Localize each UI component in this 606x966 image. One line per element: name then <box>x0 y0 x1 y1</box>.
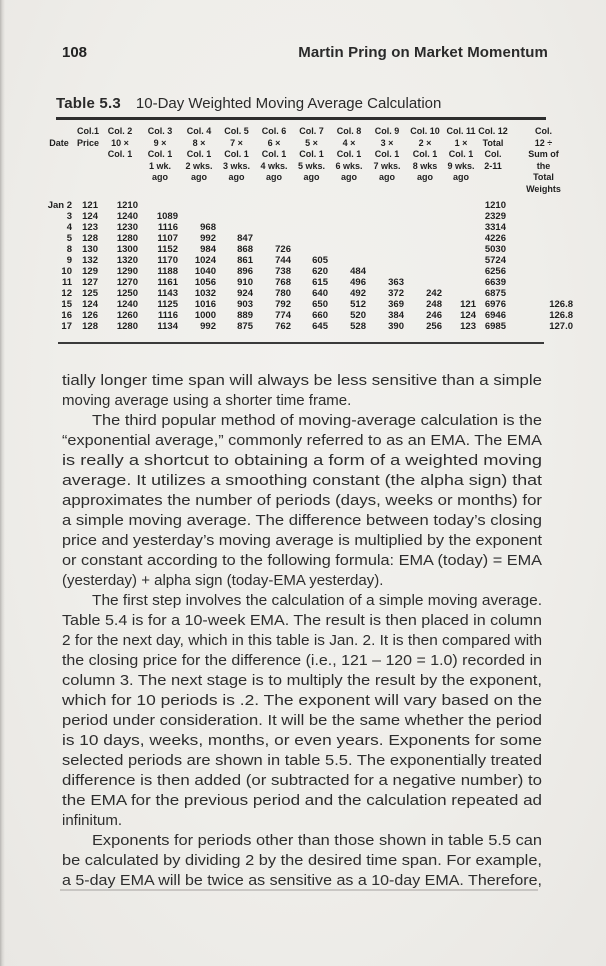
table-cell: 127 <box>82 277 98 288</box>
table-cell: 645 <box>312 321 328 332</box>
table-cell <box>444 222 478 233</box>
body-line: price and yesterday’s moving average is multiplied by the exponent <box>62 532 542 549</box>
table-cell <box>406 211 444 222</box>
table-cell <box>293 233 330 244</box>
table-cell: Jan 2 <box>47 200 72 211</box>
running-head: Martin Pring on Market Momentum <box>298 44 548 61</box>
table-cell: 6985 <box>484 321 506 332</box>
body-line: approximates the number of periods (days, weeks or months) for <box>62 492 542 509</box>
table-cell <box>255 233 293 244</box>
table-cell <box>218 211 255 222</box>
table-row <box>42 288 579 299</box>
body-line: the closing price for the difference (i.e., 121 – 120 = 1.0) recorded in <box>62 652 542 669</box>
table-cell <box>508 244 579 255</box>
table-cell: 256 <box>426 321 442 332</box>
table-cell: 123 <box>460 321 476 332</box>
table-cell <box>330 211 368 222</box>
table-cell <box>293 244 330 255</box>
table-cell: 130 <box>82 244 98 255</box>
table-cell <box>368 266 406 277</box>
table-row <box>42 222 579 233</box>
table-header-cell-col1: Col.1 Price <box>76 126 100 148</box>
table-cell: 6639 <box>484 277 506 288</box>
scan-artifact-line <box>60 889 538 891</box>
table-cell: 1290 <box>116 266 138 277</box>
table-cell <box>255 222 293 233</box>
table-bottom-rule <box>58 342 544 344</box>
table-cell <box>330 200 368 211</box>
table-cell: 968 <box>200 222 216 233</box>
body-paragraph <box>62 591 542 831</box>
table-label: Table 5.3 <box>56 95 121 112</box>
table-header-cell-col12: Col. 12 Total Col. 2-11 <box>478 126 508 171</box>
table-cell <box>218 222 255 233</box>
table-header-cell-col4: Col. 4 8 × Col. 1 2 wks. ago <box>185 126 213 182</box>
table-cell: 992 <box>200 233 216 244</box>
table-cell: 1116 <box>157 310 178 321</box>
table-cell: 5724 <box>484 255 506 266</box>
table-cell: 1240 <box>116 211 138 222</box>
table-cell: 128 <box>82 321 98 332</box>
table-cell: 17 <box>61 321 72 332</box>
table-cell <box>508 200 579 211</box>
body-line: infinitum. <box>62 812 123 829</box>
table-header-cell-col12-div: Col. 12 ÷ Sum of the Total Weights <box>526 126 561 194</box>
table-cell: 363 <box>388 277 404 288</box>
table-cell: 660 <box>312 310 328 321</box>
table-cell: 528 <box>350 321 366 332</box>
table-cell <box>255 200 293 211</box>
table-cell: 372 <box>388 288 404 299</box>
page-left-edge-shadow <box>0 0 5 966</box>
table-cell <box>406 266 444 277</box>
body-line: (yesterday) + alpha sign (today-EMA yesterday). <box>62 572 384 589</box>
table-cell <box>330 222 368 233</box>
table-cell: 246 <box>426 310 442 321</box>
table-cell: 762 <box>275 321 291 332</box>
table-cell <box>444 266 478 277</box>
table-cell <box>255 211 293 222</box>
table-row <box>42 277 579 288</box>
table-cell: 1032 <box>194 288 216 299</box>
table-cell: 6976 <box>484 299 506 310</box>
table-cell: 650 <box>312 299 328 310</box>
table-header-cell-col8: Col. 8 4 × Col. 1 6 wks. ago <box>335 126 363 182</box>
table-cell <box>406 277 444 288</box>
table-cell <box>406 222 444 233</box>
table-cell: 605 <box>312 255 328 266</box>
table-cell: 11 <box>61 277 72 288</box>
body-line: a 5-day EMA will be twice as sensitive as a 10-day EMA. Therefore, <box>62 872 542 889</box>
table-row <box>42 255 579 266</box>
table-cell <box>406 200 444 211</box>
table-cell: 1056 <box>194 277 216 288</box>
table-cell: 1161 <box>157 277 178 288</box>
table-cell: 6946 <box>484 310 506 321</box>
table-cell <box>406 233 444 244</box>
table-cell <box>406 255 444 266</box>
table-cell <box>444 288 478 299</box>
table-cell: 3314 <box>484 222 506 233</box>
table-cell: 484 <box>350 266 366 277</box>
table-cell: 124 <box>460 310 476 321</box>
table-cell: 248 <box>426 299 442 310</box>
table-cell: 768 <box>275 277 291 288</box>
table-row <box>42 266 579 277</box>
table-cell: 875 <box>237 321 253 332</box>
table-header-cell-col7: Col. 7 5 × Col. 1 5 wks. ago <box>297 126 326 182</box>
table-cell: 924 <box>237 288 253 299</box>
table-cell <box>444 244 478 255</box>
table-cell: 132 <box>82 255 98 266</box>
table-cell <box>508 288 579 299</box>
table-header-cell-col9: Col. 9 3 × Col. 1 7 wks. ago <box>373 126 401 182</box>
body-line: average. It utilizes a smoothing constant (the alpha sign) that <box>62 472 542 489</box>
table-cell: 12 <box>61 288 72 299</box>
table-cell: 125 <box>82 288 98 299</box>
body-line: moving average using a shorter time frame. <box>62 392 352 409</box>
table-cell: 1260 <box>116 310 138 321</box>
body-line: be calculated by dividing 2 by the desired time span. For example, <box>62 852 542 869</box>
table-cell: 126.8 <box>549 310 573 321</box>
table-cell <box>508 222 579 233</box>
table-cell: 640 <box>312 288 328 299</box>
table-cell: 780 <box>275 288 291 299</box>
body-paragraph <box>62 831 542 891</box>
table-cell <box>444 211 478 222</box>
table-cell: 1300 <box>116 244 138 255</box>
table-cell: 3 <box>66 211 72 222</box>
table-cell: 726 <box>275 244 291 255</box>
table-cell: 390 <box>388 321 404 332</box>
table-cell: 492 <box>350 288 366 299</box>
table-cell <box>368 233 406 244</box>
body-text <box>62 371 542 891</box>
body-line: a simple moving average. The difference between today’s closing <box>62 512 542 529</box>
table-cell: 896 <box>237 266 253 277</box>
table-cell: 1320 <box>116 255 138 266</box>
body-line: period under consideration. It will be the same whether the period <box>62 712 542 729</box>
table-cell: 847 <box>237 233 253 244</box>
table-cell: 1125 <box>157 299 178 310</box>
table-row <box>42 310 579 321</box>
table-cell <box>368 211 406 222</box>
table-cell: 2329 <box>484 211 506 222</box>
table-cell: 10 <box>61 266 72 277</box>
table-row <box>42 321 579 332</box>
table-cell: 1210 <box>116 200 138 211</box>
table-cell <box>444 200 478 211</box>
table-cell: 496 <box>350 277 366 288</box>
body-line: tially longer time span will always be less sensitive than a simple <box>62 372 542 389</box>
body-line: The first step involves the calculation of a simple moving average. <box>92 592 542 609</box>
table-cell: 620 <box>312 266 328 277</box>
table-header-cell-col10: Col. 10 2 × Col. 1 8 wks ago <box>410 126 440 182</box>
table-cell: 615 <box>312 277 328 288</box>
table-cell <box>330 233 368 244</box>
table-cell: 744 <box>275 255 291 266</box>
body-line: column 3. The next stage is to multiply the result by the exponent, <box>62 672 542 689</box>
table-cell: 738 <box>275 266 291 277</box>
table-cell <box>508 266 579 277</box>
table-cell: 1134 <box>157 321 178 332</box>
table-cell <box>140 200 180 211</box>
table-cell: 1116 <box>157 222 178 233</box>
body-line: Table 5.4 is for a 10-week EMA. The result is then placed in column <box>62 612 542 629</box>
table-header-cell-col11: Col. 11 1 × Col. 1 9 wks. ago <box>446 126 476 182</box>
table-cell <box>508 277 579 288</box>
title-rule <box>56 117 546 120</box>
body-line: difference is then added (or subtracted for a negative number) to <box>62 772 542 789</box>
table-cell: 5030 <box>484 244 506 255</box>
body-paragraph <box>62 371 542 411</box>
table-cell <box>293 211 330 222</box>
body-line: is really a shortcut to obtaining a form of a weighted moving <box>62 452 542 469</box>
table-cell: 1016 <box>194 299 216 310</box>
table-cell: 1000 <box>194 310 216 321</box>
table-cell: 384 <box>388 310 404 321</box>
table-cell <box>368 200 406 211</box>
table-cell: 16 <box>61 310 72 321</box>
table-cell: 126.8 <box>549 299 573 310</box>
body-paragraph <box>62 411 542 591</box>
table-cell <box>180 211 218 222</box>
table-cell: 774 <box>275 310 291 321</box>
body-line: is 10 days, weeks, months, or even years. Exponents for some <box>62 732 542 749</box>
table-cell <box>330 244 368 255</box>
table-cell: 4226 <box>484 233 506 244</box>
table-body <box>42 200 579 332</box>
table-cell <box>444 233 478 244</box>
table-cell: 1107 <box>157 233 178 244</box>
table-cell: 126 <box>82 310 98 321</box>
table-cell <box>330 255 368 266</box>
table-cell: 903 <box>237 299 253 310</box>
table-cell: 792 <box>275 299 291 310</box>
table-cell <box>444 255 478 266</box>
table-cell <box>293 222 330 233</box>
table-cell: 520 <box>350 310 366 321</box>
table-row <box>42 244 579 255</box>
table-header-cell-col6: Col. 6 6 × Col. 1 4 wks. ago <box>260 126 288 182</box>
table-cell: 868 <box>237 244 253 255</box>
body-line: which for 10 periods is .2. The exponent will vary based on the <box>62 692 542 709</box>
body-line: 2 for the next day, which in this table is Jan. 2. It is then compared with <box>62 632 542 649</box>
table-cell <box>444 277 478 288</box>
table-header-cell-col3: Col. 3 9 × Col. 1 1 wk. ago <box>147 126 173 182</box>
table-cell <box>368 255 406 266</box>
table-cell: 124 <box>82 211 98 222</box>
table-row <box>42 211 579 222</box>
table-cell: 121 <box>82 200 98 211</box>
table-cell: 121 <box>460 299 476 310</box>
table-cell <box>293 200 330 211</box>
table-header-cell-date: Date <box>49 137 69 148</box>
table-row <box>42 299 579 310</box>
table-cell: 1089 <box>156 211 178 222</box>
table-cell: 1230 <box>116 222 138 233</box>
table-cell: 5 <box>66 233 72 244</box>
table-cell: 6256 <box>484 266 506 277</box>
body-line: The third popular method of moving-average calculation is the <box>92 412 542 429</box>
table-cell: 4 <box>66 222 72 233</box>
weighted-ma-table <box>42 126 579 332</box>
table-cell <box>508 211 579 222</box>
table-cell: 889 <box>237 310 253 321</box>
page-number: 108 <box>62 44 88 61</box>
table-cell <box>180 200 218 211</box>
table-row <box>42 200 579 211</box>
body-line: “exponential average,” commonly referred to as an EMA. The EMA <box>62 432 542 449</box>
table-cell: 992 <box>200 321 216 332</box>
table-cell: 129 <box>82 266 98 277</box>
table-cell: 8 <box>66 244 72 255</box>
table-cell: 1170 <box>157 255 178 266</box>
table-cell <box>368 222 406 233</box>
table-cell: 128 <box>82 233 98 244</box>
table-caption <box>56 95 441 112</box>
table-cell: 127.0 <box>549 321 573 332</box>
table-cell: 123 <box>82 222 98 233</box>
table-cell: 1024 <box>194 255 216 266</box>
table-cell <box>406 244 444 255</box>
table-cell: 1188 <box>157 266 178 277</box>
table-cell: 984 <box>200 244 216 255</box>
body-line: Exponents for periods other than those shown in table 5.5 can <box>92 832 542 849</box>
table-row <box>42 233 579 244</box>
table-header-cell-col2: Col. 2 10 × Col. 1 <box>107 126 133 159</box>
table-cell: 1040 <box>194 266 216 277</box>
table-cell: 242 <box>426 288 442 299</box>
table-cell: 1240 <box>116 299 138 310</box>
table-cell: 369 <box>388 299 404 310</box>
table-cell: 1280 <box>116 321 138 332</box>
table-cell: 1143 <box>157 288 178 299</box>
table-cell: 512 <box>350 299 366 310</box>
body-line: the EMA for the previous period and the calculation repeated ad <box>62 792 542 809</box>
table-cell: 910 <box>237 277 253 288</box>
table-cell <box>368 244 406 255</box>
table-cell: 1250 <box>116 288 138 299</box>
table-cell: 6875 <box>484 288 506 299</box>
table-cell <box>508 255 579 266</box>
table-cell <box>508 233 579 244</box>
body-line: or constant according to the following formula: EMA (today) = EMA <box>62 552 542 569</box>
table-cell: 1152 <box>157 244 178 255</box>
table-cell: 1270 <box>116 277 138 288</box>
table-header-cell-col5: Col. 5 7 × Col. 1 3 wks. ago <box>222 126 251 182</box>
body-line: selected periods are shown in table 5.5. The exponentially treated <box>62 752 542 769</box>
table-header-row <box>42 126 579 195</box>
table-cell <box>218 200 255 211</box>
table-cell: 9 <box>66 255 72 266</box>
table-cell: 861 <box>237 255 253 266</box>
table-cell: 15 <box>61 299 72 310</box>
table-cell: 1280 <box>116 233 138 244</box>
table-cell: 124 <box>82 299 98 310</box>
table-title: 10-Day Weighted Moving Average Calculation <box>135 95 442 112</box>
table-cell: 1210 <box>484 200 506 211</box>
